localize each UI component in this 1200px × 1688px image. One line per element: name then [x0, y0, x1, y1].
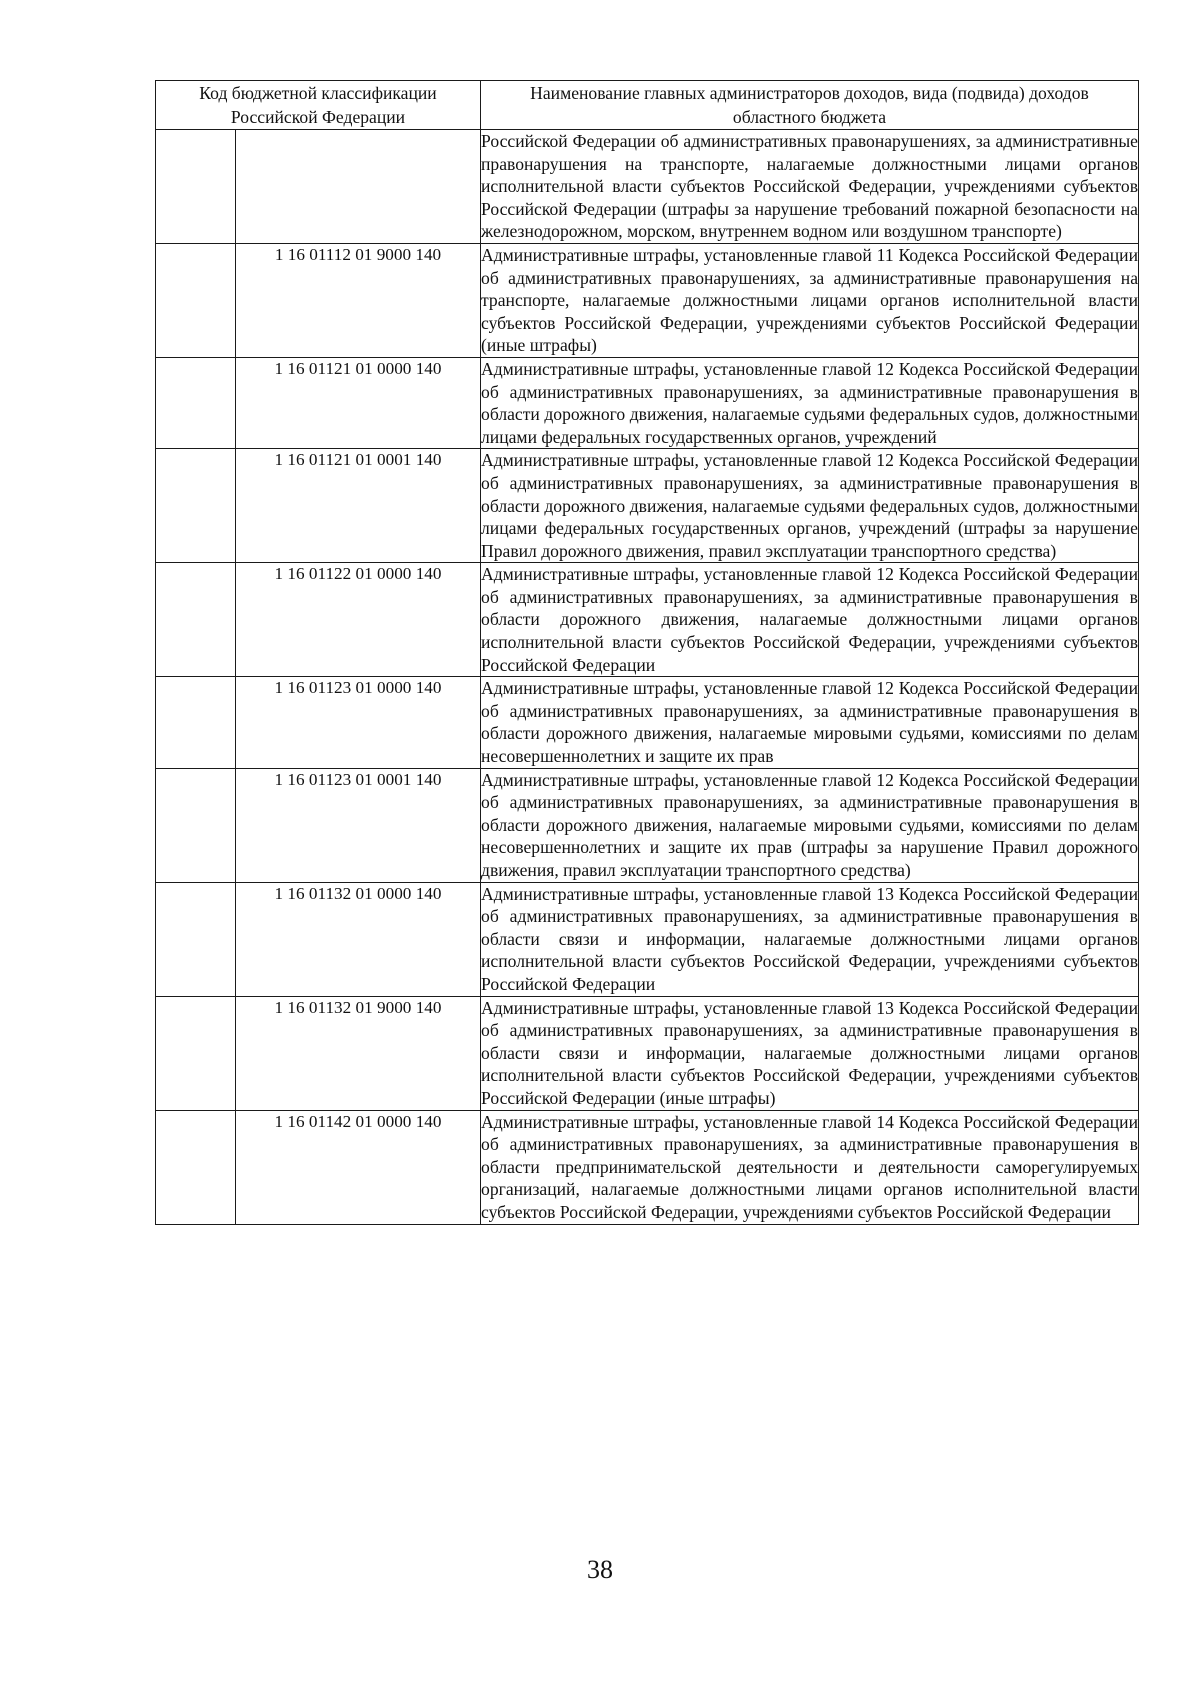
budget-code-cell: 1 16 01142 01 0000 140	[236, 1110, 481, 1224]
table-row	[156, 449, 1139, 563]
revenue-name-cell: Административные штрафы, установленные главой 13 Кодекса Российской Федерации об административных правонарушениях, за административные правонарушения в области связи и информации, налагаемые должностными лицами органов исполнительной власти субъектов Российской Федерации, учреждениями субъектов Российской Федерации (иные штрафы)	[481, 996, 1139, 1110]
budget-code-cell: 1 16 01132 01 9000 140	[236, 996, 481, 1110]
table-row	[156, 1110, 1139, 1224]
header-code-column: Код бюджетной классификации Российской Федерации	[156, 81, 481, 130]
table-body	[156, 130, 1139, 1225]
table-row	[156, 996, 1139, 1110]
revenue-name-cell: Административные штрафы, установленные главой 12 Кодекса Российской Федерации об административных правонарушениях, за административные правонарушения в области дорожного движения, налагаемые мировыми судьями, комиссиями по делам несовершеннолетних и защите их прав (штрафы за нарушение Правил дорожного движения, правил эксплуатации транспортного средства)	[481, 768, 1139, 882]
budget-code-cell: 1 16 01122 01 0000 140	[236, 563, 481, 677]
table-header-row	[156, 81, 1139, 130]
revenue-name-cell: Административные штрафы, установленные главой 12 Кодекса Российской Федерации об административных правонарушениях, за административные правонарушения в области дорожного движения, налагаемые должностными лицами органов исполнительной власти субъектов Российской Федерации, учреждениями субъектов Российской Федерации	[481, 563, 1139, 677]
table-row	[156, 243, 1139, 357]
admin-code-cell	[156, 243, 236, 357]
revenue-name-cell: Административные штрафы, установленные главой 14 Кодекса Российской Федерации об административных правонарушениях, за административные правонарушения в области предпринимательской деятельности и деятельности саморегулируемых организаций, налагаемые должностными лицами органов исполнительной власти субъектов Российской Федерации, учреждениями субъектов Российской Федерации	[481, 1110, 1139, 1224]
revenue-name-cell: Административные штрафы, установленные главой 12 Кодекса Российской Федерации об административных правонарушениях, за административные правонарушения в области дорожного движения, налагаемые судьями федеральных судов, должностными лицами федеральных государственных органов, учреждений	[481, 357, 1139, 448]
page-number: 38	[587, 1555, 613, 1584]
admin-code-cell	[156, 996, 236, 1110]
table-row	[156, 677, 1139, 768]
table-row	[156, 130, 1139, 244]
budget-code-cell: 1 16 01132 01 0000 140	[236, 882, 481, 996]
budget-code-cell: 1 16 01123 01 0001 140	[236, 768, 481, 882]
header-name-column: Наименование главных администраторов доходов, вида (подвида) доходов областного бюджета	[481, 81, 1139, 130]
admin-code-cell	[156, 130, 236, 244]
revenue-name-cell: Административные штрафы, установленные главой 13 Кодекса Российской Федерации об административных правонарушениях, за административные правонарушения в области связи и информации, налагаемые должностными лицами органов исполнительной власти субъектов Российской Федерации, учреждениями субъектов Российской Федерации	[481, 882, 1139, 996]
revenue-classification-table	[155, 80, 1139, 1225]
budget-code-cell: 1 16 01123 01 0000 140	[236, 677, 481, 768]
revenue-name-cell: Административные штрафы, установленные главой 11 Кодекса Российской Федерации об административных правонарушениях, за административные правонарушения на транспорте, налагаемые должностными лицами органов исполнительной власти субъектов Российской Федерации, учреждениями субъектов Российской Федерации (иные штрафы)	[481, 243, 1139, 357]
revenue-name-cell: Российской Федерации об административных правонарушениях, за административные правонарушения на транспорте, налагаемые должностными лицами органов исполнительной власти субъектов Российской Федерации, учреждениями субъектов Российской Федерации (штрафы за нарушение требований пожарной безопасности на железнодорожном, морском, внутреннем водном или воздушном транспорте)	[481, 130, 1139, 244]
table-row	[156, 882, 1139, 996]
table-row	[156, 768, 1139, 882]
admin-code-cell	[156, 449, 236, 563]
revenue-name-cell: Административные штрафы, установленные главой 12 Кодекса Российской Федерации об административных правонарушениях, за административные правонарушения в области дорожного движения, налагаемые судьями федеральных судов, должностными лицами федеральных государственных органов, учреждений (штрафы за нарушение Правил дорожного движения, правил эксплуатации транспортного средства)	[481, 449, 1139, 563]
budget-code-cell: 1 16 01112 01 9000 140	[236, 243, 481, 357]
admin-code-cell	[156, 563, 236, 677]
admin-code-cell	[156, 768, 236, 882]
table-row	[156, 563, 1139, 677]
budget-code-cell: 1 16 01121 01 0001 140	[236, 449, 481, 563]
budget-code-cell	[236, 130, 481, 244]
admin-code-cell	[156, 677, 236, 768]
admin-code-cell	[156, 357, 236, 448]
admin-code-cell	[156, 882, 236, 996]
budget-code-cell: 1 16 01121 01 0000 140	[236, 357, 481, 448]
admin-code-cell	[156, 1110, 236, 1224]
revenue-name-cell: Административные штрафы, установленные главой 12 Кодекса Российской Федерации об административных правонарушениях, за административные правонарушения в области дорожного движения, налагаемые мировыми судьями, комиссиями по делам несовершеннолетних и защите их прав	[481, 677, 1139, 768]
table-row	[156, 357, 1139, 448]
